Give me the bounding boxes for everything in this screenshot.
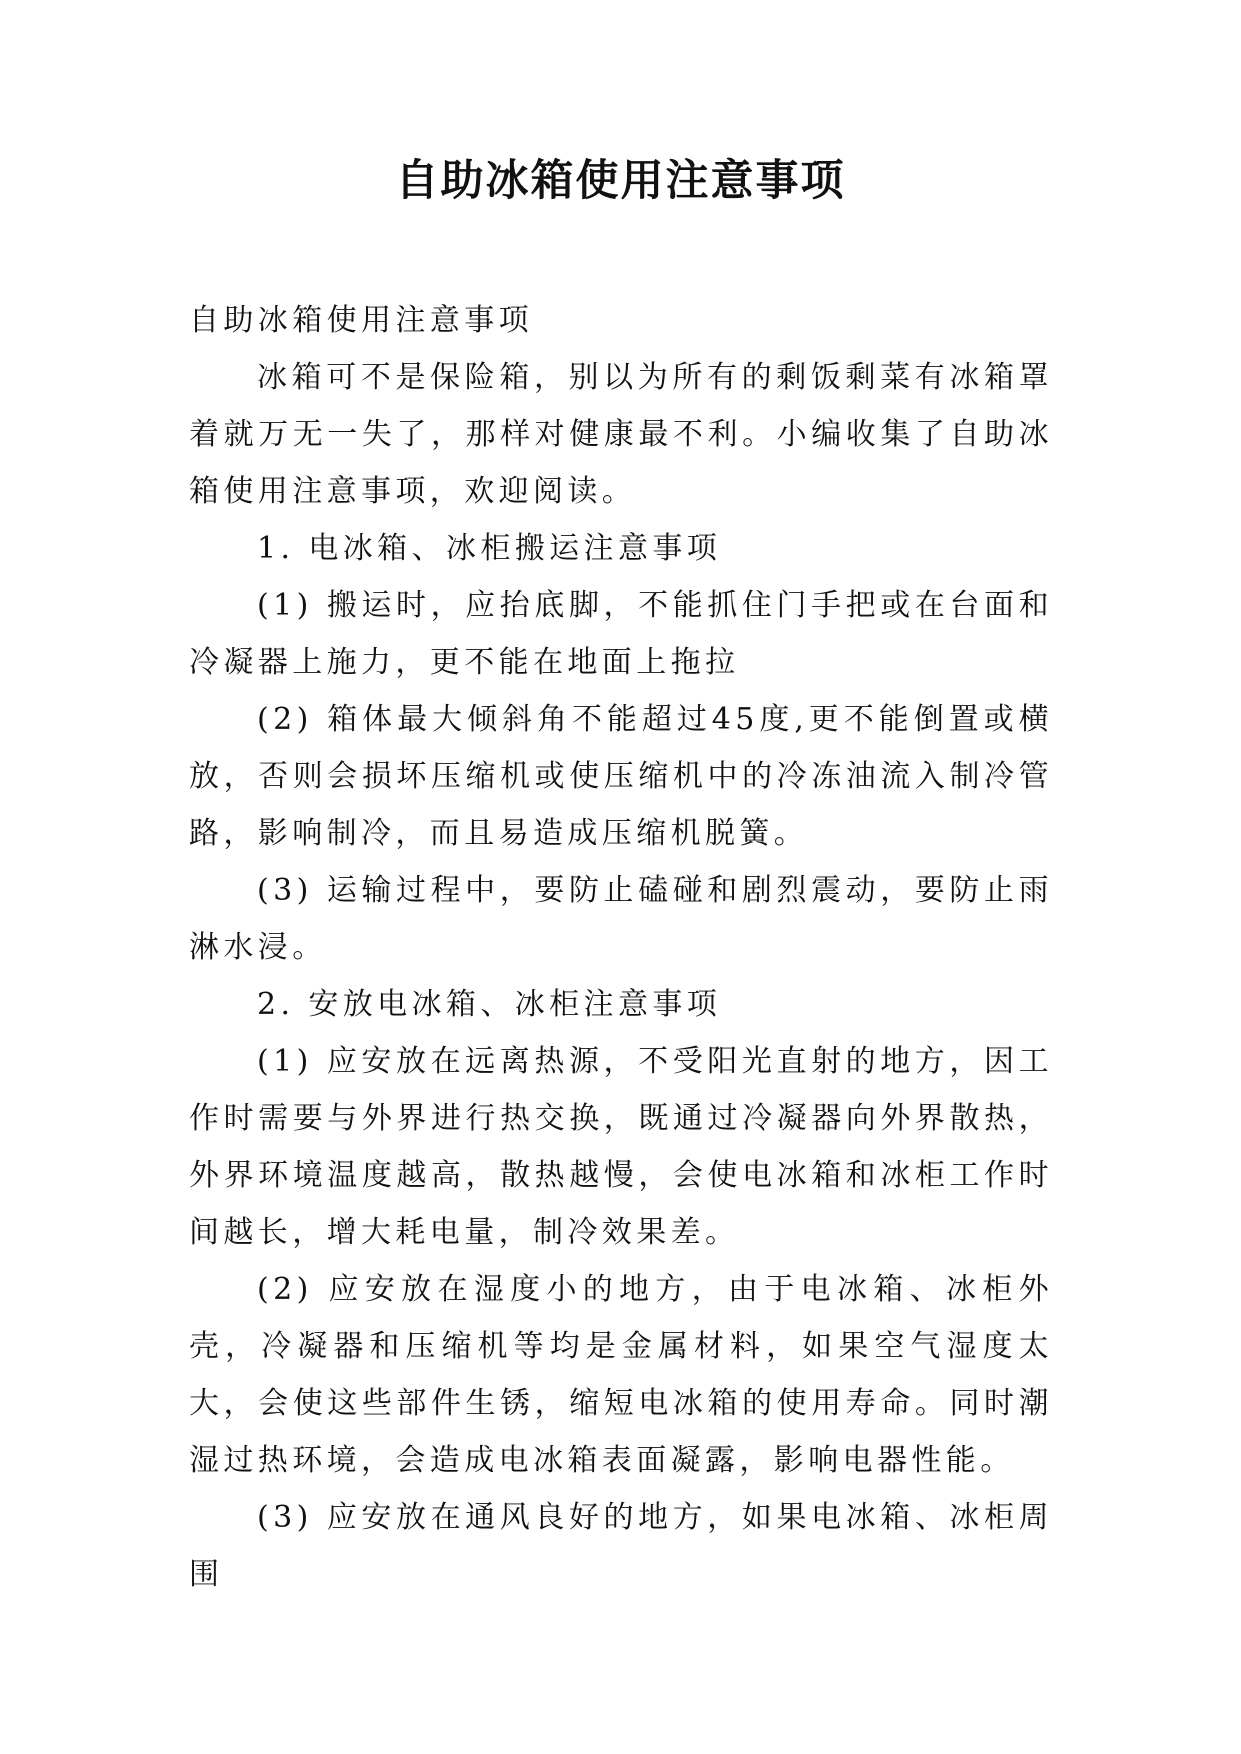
section-heading-transport: 1. 电冰箱、冰柜搬运注意事项 xyxy=(257,531,722,566)
document-body xyxy=(189,292,1053,1603)
paragraph-placement-1: (1) 应安放在远离热源，不受阳光直射的地方，因工作时需要与外界进行热交换，既通过冷凝器向外界散热，外界环境温度越高，散热越慢，会使电冰箱和冰柜工作时间越长，增大耗电量，制冷效果差。 xyxy=(189,1044,1053,1250)
paragraph-placement-3: (3) 应安放在通风良好的地方，如果电冰箱、冰柜周围 xyxy=(189,1500,1053,1592)
paragraph-transport-3: (3) 运输过程中，要防止磕碰和剧烈震动，要防止雨淋水浸。 xyxy=(189,873,1053,965)
document-title: 自助冰箱使用注意事项 xyxy=(395,156,846,206)
paragraph-subtitle: 自助冰箱使用注意事项 xyxy=(189,303,533,338)
paragraph-placement-2: (2) 应安放在湿度小的地方，由于电冰箱、冰柜外壳，冷凝器和压缩机等均是金属材料，如果空气湿度太大，会使这些部件生锈，缩短电冰箱的使用寿命。同时潮湿过热环境，会造成电冰箱表面凝露，影响电器性能。 xyxy=(189,1272,1053,1478)
section-heading-placement: 2. 安放电冰箱、冰柜注意事项 xyxy=(257,987,722,1022)
paragraph-intro: 冰箱可不是保险箱，别以为所有的剩饭剩菜有冰箱罩着就万无一失了，那样对健康最不利。小编收集了自助冰箱使用注意事项，欢迎阅读。 xyxy=(189,360,1053,509)
paragraph-transport-2: (2) 箱体最大倾斜角不能超过45度,更不能倒置或横放，否则会损坏压缩机或使压缩机中的冷冻油流入制冷管路，影响制冷，而且易造成压缩机脱簧。 xyxy=(189,702,1053,851)
paragraph-transport-1: (1) 搬运时，应抬底脚，不能抓住门手把或在台面和冷凝器上施力，更不能在地面上拖拉 xyxy=(189,588,1053,680)
